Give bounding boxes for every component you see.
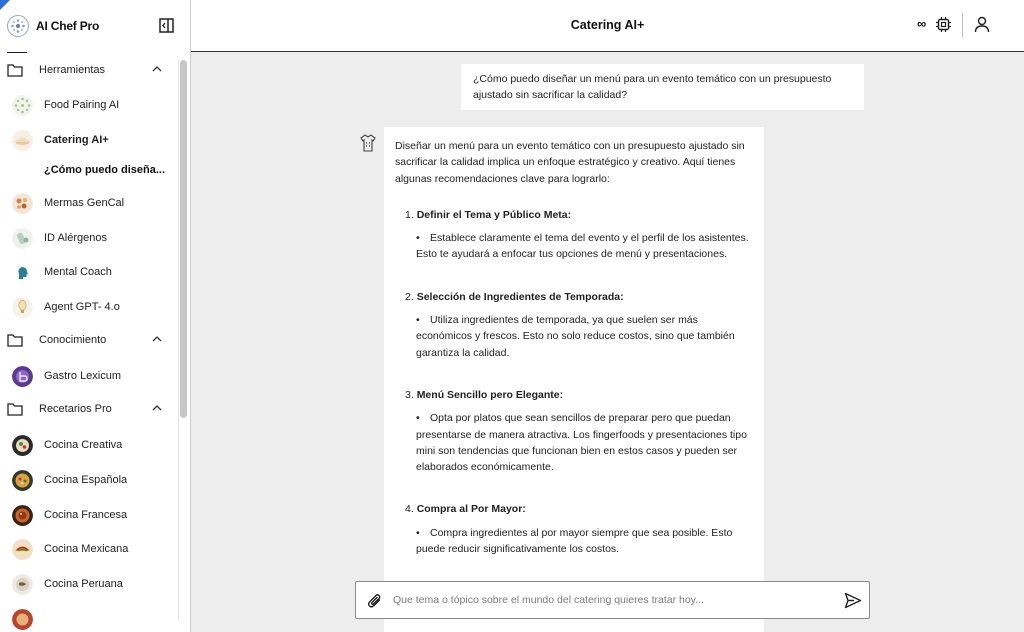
sidebar-item-label: Mermas GenCal	[44, 197, 125, 209]
assistant-message	[384, 127, 764, 632]
sidebar-item-cocina-peruana[interactable]	[0, 569, 178, 599]
step-number: 1.	[405, 208, 414, 221]
sidebar-item-agent-gpt[interactable]	[0, 292, 178, 322]
section-herramientas[interactable]	[0, 57, 178, 83]
step-bullet: Compra ingredientes al por mayor siempre que sea posible. Esto puede reducir significativamente los costos.	[416, 526, 733, 556]
brand-logo-icon[interactable]	[7, 15, 29, 37]
mental-coach-icon	[12, 262, 33, 283]
cocina-francesa-icon	[12, 505, 33, 526]
page-title: Catering AI+	[570, 18, 645, 32]
section-conocimiento[interactable]	[0, 327, 178, 353]
bullet-icon: •	[416, 232, 420, 245]
bullet-icon: •	[416, 314, 420, 327]
step-number: 4.	[405, 503, 414, 516]
folder-icon	[7, 402, 23, 416]
sidebar-item-gastro-lexicum[interactable]	[0, 361, 178, 391]
folder-icon	[7, 333, 23, 347]
sidebar-item-label: Gastro Lexicum	[44, 370, 122, 382]
cocina-espanola-icon	[12, 470, 33, 491]
sidebar-scroll-track	[178, 60, 179, 620]
paperclip-icon[interactable]	[367, 592, 383, 610]
sidebar-toggle-icon[interactable]	[159, 18, 174, 33]
message-composer	[355, 581, 870, 619]
chat-history-item[interactable]: ¿Cómo puedo diseña...	[44, 164, 166, 176]
chat-area	[191, 53, 1024, 632]
sidebar-list	[0, 52, 178, 632]
agent-gpt-icon	[12, 297, 33, 318]
sidebar-item-cocina-mexicana[interactable]	[0, 534, 178, 564]
user-message: ¿Cómo puedo diseñar un menú para un evento temático con un presupuesto ajustado sin sacrificar la calidad?	[461, 64, 864, 110]
top-bar	[191, 0, 1024, 52]
gastro-lexicum-icon	[12, 366, 33, 387]
send-icon[interactable]	[844, 592, 862, 609]
cpu-chip-icon[interactable]	[935, 16, 952, 33]
section-label: Conocimiento	[39, 334, 107, 346]
sidebar-item-label: Agent GPT- 4.o	[44, 301, 120, 313]
chevron-up-icon[interactable]	[152, 404, 162, 412]
sidebar-header	[0, 0, 190, 52]
sidebar-item-cocina-creativa[interactable]	[0, 430, 178, 460]
header-divider	[962, 13, 963, 37]
step-number: 3.	[405, 388, 414, 401]
sidebar	[0, 0, 191, 632]
step-title: Menú Sencillo pero Elegante:	[416, 388, 564, 401]
sidebar-item-cocina-espanola[interactable]	[0, 465, 178, 495]
sidebar-item-partial[interactable]	[0, 604, 178, 632]
sidebar-item-label: ID Alérgenos	[44, 232, 107, 244]
sidebar-item-label: Food Pairing AI	[44, 99, 120, 111]
sidebar-item-mermas[interactable]	[0, 188, 178, 218]
step-bullet: Utiliza ingredientes de temporada, ya que suelen ser más económicos y frescos. Esto no solo reduce costos, sino que también garantiza la calidad.	[416, 314, 735, 359]
step-title: Compra al Por Mayor:	[416, 503, 526, 516]
cocina-creativa-icon	[12, 435, 33, 456]
recipe-book-icon	[12, 609, 33, 630]
bullet-icon: •	[416, 526, 420, 539]
sidebar-item-label: Cocina Creativa	[44, 439, 123, 451]
step-item	[395, 501, 753, 557]
chevron-up-icon[interactable]	[152, 65, 162, 73]
section-label: Herramientas	[39, 64, 106, 76]
sidebar-item-food-pairing[interactable]	[0, 90, 178, 120]
brand-name[interactable]: AI Chef Pro	[36, 19, 100, 33]
step-item	[395, 207, 753, 263]
cocina-mexicana-icon	[12, 539, 33, 560]
step-item	[395, 387, 753, 475]
message-input[interactable]	[393, 590, 833, 610]
step-item	[395, 289, 753, 361]
step-bullet: Establece claramente el tema del evento y el perfil de los asistentes. Esto te ayudará a enfocar tus opciones de menú y presentaciones.	[416, 232, 749, 261]
step-number: 2.	[405, 290, 414, 303]
step-bullet: Opta por platos que sean sencillos de preparar pero que puedan presentarse de manera atractiva. Los fingerfoods y presentaciones tipo mini son tendencias que funcionan bien en estos casos y pueden ser elaborados económicamente.	[416, 412, 747, 474]
cocina-peruana-icon	[12, 574, 33, 595]
chef-jacket-icon	[360, 134, 376, 152]
catering-icon	[12, 130, 33, 151]
sidebar-item-catering[interactable]	[0, 125, 178, 155]
food-pairing-icon	[12, 95, 33, 116]
sidebar-item-label: Cocina Peruana	[44, 578, 123, 590]
bullet-icon: •	[416, 412, 420, 425]
sidebar-scrollbar[interactable]	[180, 60, 187, 418]
sidebar-item-cocina-francesa[interactable]	[0, 500, 178, 530]
folder-icon	[7, 63, 23, 77]
step-title: Selección de Ingredientes de Temporada:	[416, 290, 624, 303]
chevron-up-icon[interactable]	[152, 335, 162, 343]
assistant-intro: Diseñar un menú para un evento temático con un presupuesto ajustado sin sacrificar la calidad implica un enfoque estratégico y creativo. Aquí tienes algunas recomendaciones clave para lograrlo:	[395, 140, 745, 185]
section-label: Recetarios Pro	[39, 403, 112, 415]
user-icon[interactable]	[974, 16, 990, 33]
sidebar-item-mental-coach[interactable]	[0, 257, 178, 287]
alergenos-icon	[12, 228, 33, 249]
section-recetarios[interactable]	[0, 396, 178, 422]
sidebar-item-label: Cocina Española	[44, 474, 128, 486]
sidebar-item-alergenos[interactable]	[0, 223, 178, 253]
sidebar-item-label: Cocina Francesa	[44, 509, 128, 521]
step-title: Definir el Tema y Público Meta:	[416, 208, 572, 221]
sidebar-item-label: Cocina Mexicana	[44, 543, 129, 555]
sidebar-item-label: Catering AI+	[44, 134, 109, 146]
sidebar-item-label: Mental Coach	[44, 266, 112, 278]
mermas-icon	[12, 193, 33, 214]
infinity-icon[interactable]: ∞	[917, 16, 927, 31]
